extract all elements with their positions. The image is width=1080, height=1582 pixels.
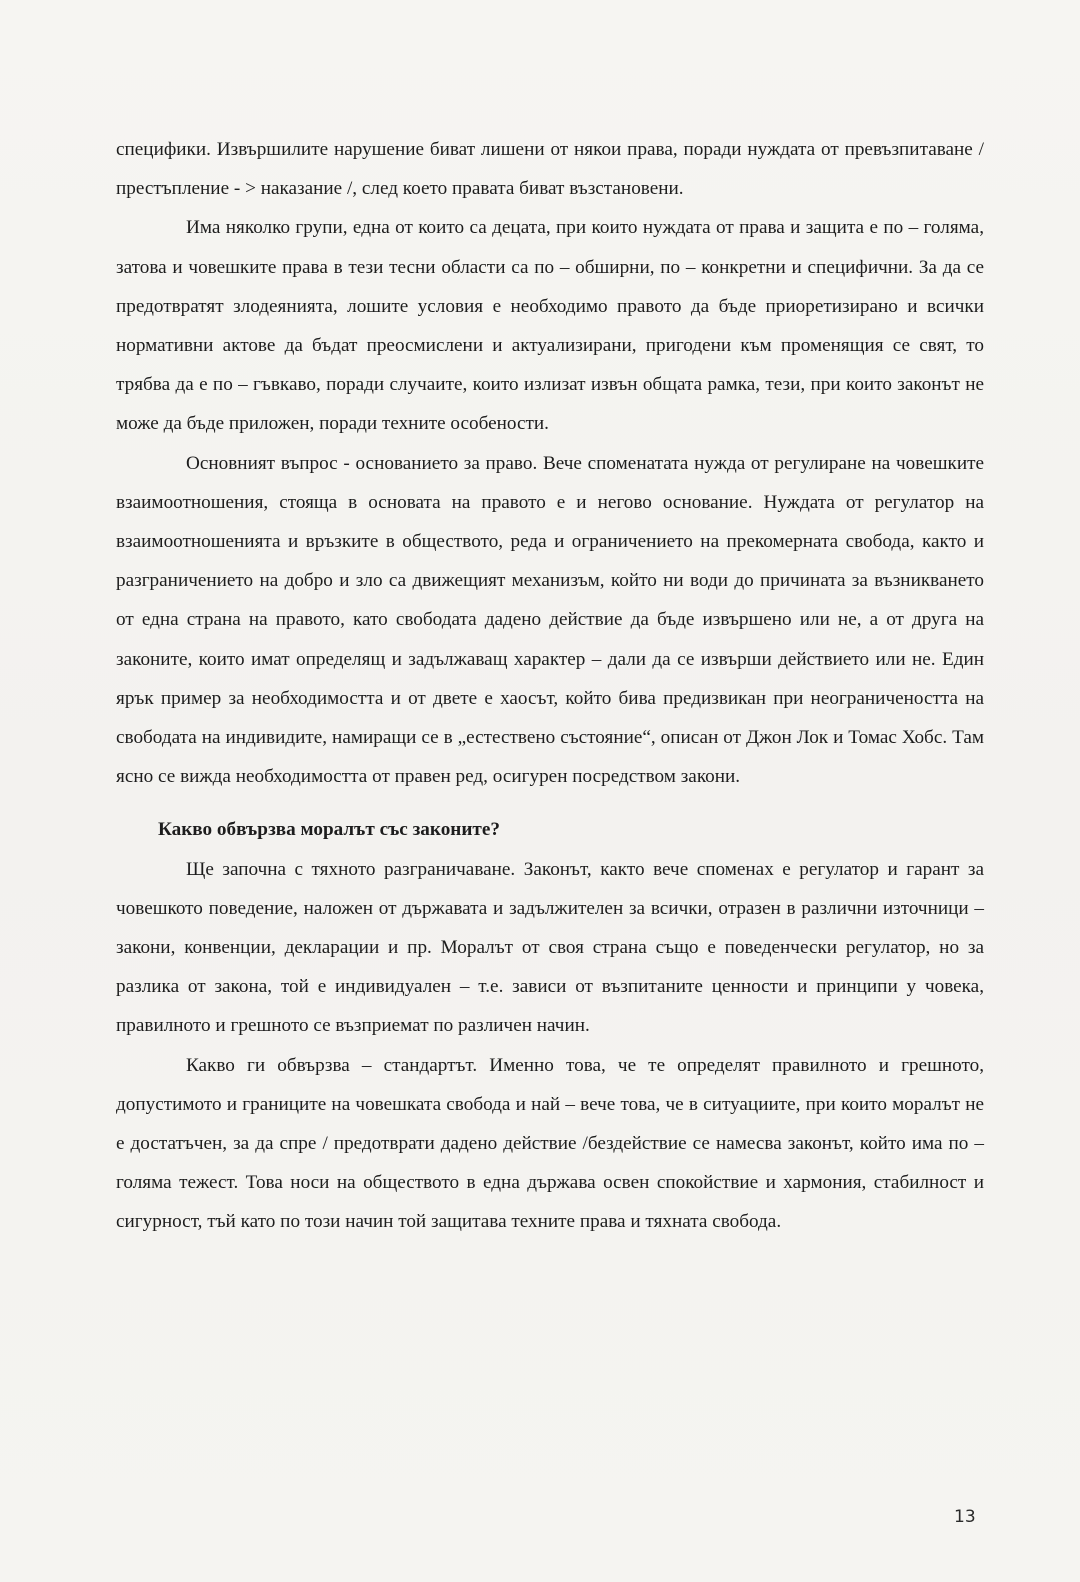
paragraph-groups: Има няколко групи, една от които са децата, при които нуждата от права и защита е по – голяма, затова и човешките права в тези тесни области са по – обширни, по – конкретни и специфични. За да се предотвратят злодеянията, лошите условия е необходимо правото да бъде приоретизирано и всички нормативни актове да бъдат преосмислени и актуализирани, пригодени към променящия се свят, то трябва да е по – гъвкаво, поради случаите, които излизат извън общата рамка, тези, при които законът не може да бъде приложен, поради техните особености.	[116, 217, 984, 435]
paragraph-continuation: специфики. Извършилите нарушение биват лишени от някои права, поради нуждата от превъзпитаване / престъпление - > наказание /, след което правата биват възстановени.	[116, 139, 984, 200]
page-number: 13	[954, 1507, 976, 1527]
section-heading: Какво обвързва моралът със законите?	[158, 819, 500, 841]
body-text	[116, 130, 984, 1242]
paragraph-standard: Какво ги обвързва – стандартът. Именно това, че те определят правилното и грешното, допустимото и границите на човешката свобода и най – вече това, че в ситуациите, при които моралът не е достатъчен, за да спре / предотврати дадено действие /бездействие се намесва законът, който има по – голяма тежест. Това носи на обществото в една държава освен спокойствие и хармония, стабилност и сигурност, тъй като по този начин той защитава техните права и тяхната свобода.	[116, 1054, 984, 1233]
paragraph-basis-of-law: Основният въпрос - основанието за право. Вече споменатата нужда от регулиране на човешките взаимоотношения, стояща в основата на правото е и негово основание. Нуждата от регулатор на взаимоотношенията и връзките в обществото, реда и ограничението на прекомерната свобода, както и разграничението на добро и зло са движещият механизъм, който ни води до причината за възникването от една страна на правото, като свободата дадено действие да бъде извършено или не, а от друга на законите, които имат определящ и задължаващ характер – дали да се извърши действието или не. Един ярък пример за необходимостта и от двете е хаосът, който бива предизвикан при неограничеността на свободата на индивидите, намиращи се в „естествено състояние“, описан от Джон Лок и Томас Хобс. Там ясно се вижда необходимостта от правен ред, осигурен посредством закони.	[116, 452, 984, 788]
paragraph-distinction: Ще започна с тяхното разграничаване. Законът, както вече споменах е регулатор и гарант за човешкото поведение, наложен от държавата и задължителен за всички, отразен в различни източници – закони, конвенции, декларации и пр. Моралът от своя страна също е поведенчески регулатор, но за разлика от закона, той е индивидуален – т.е. зависи от възпитаните ценности и принципи у човека, правилното и грешното се възприемат по различен начин.	[116, 858, 984, 1037]
